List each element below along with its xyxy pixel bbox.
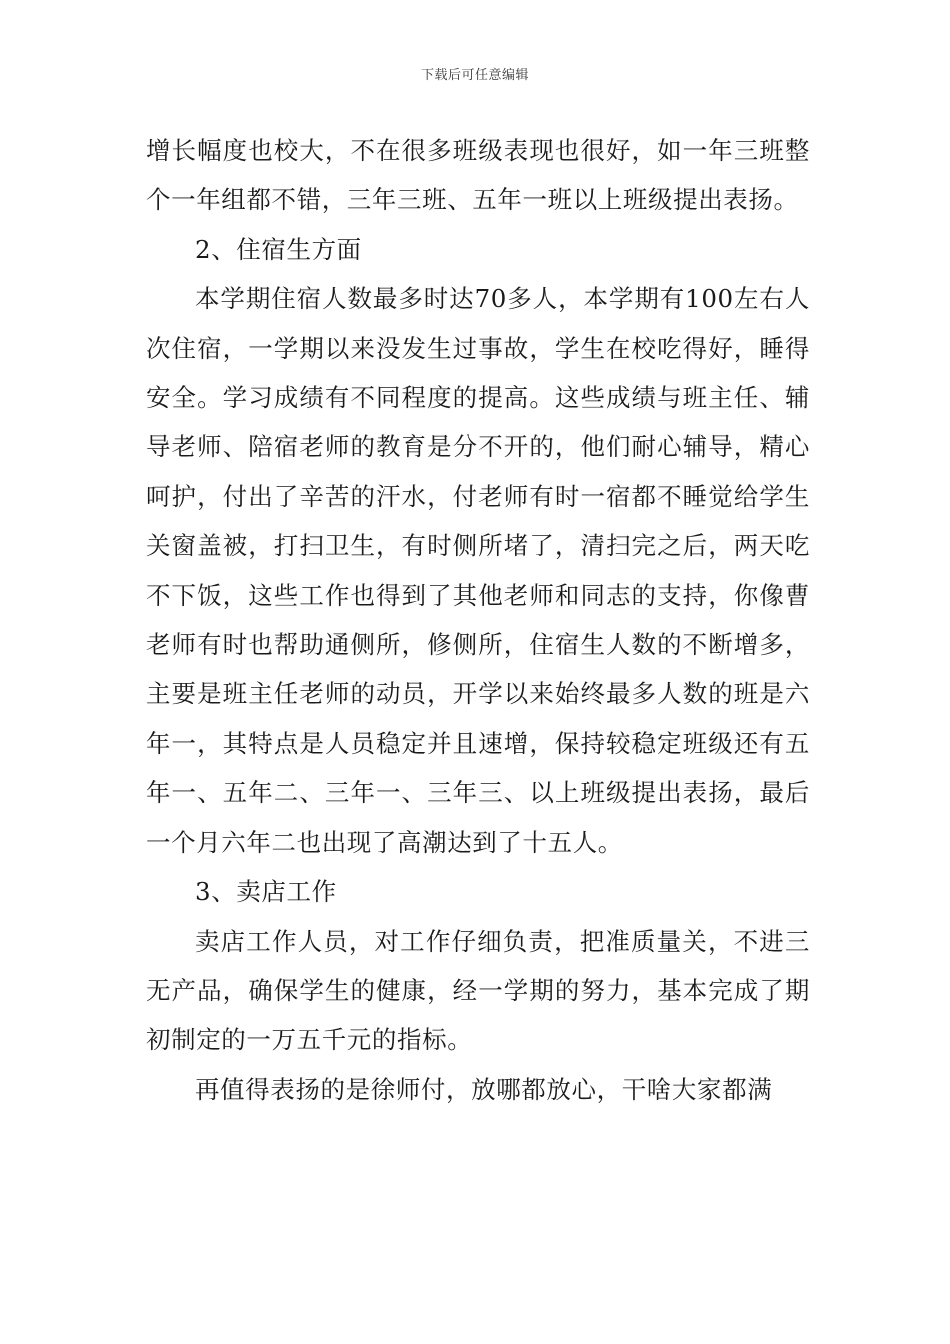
paragraph-praise: 再值得表扬的是徐师付，放哪都放心，干啥大家都满 [195, 1074, 773, 1104]
section-heading-boarding-students: 2、住宿生方面 [195, 234, 362, 264]
paragraph-continuation: 增长幅度也校大，不在很多班级表现也很好，如一年三班整个一年组都不错，三年三班、五年一班以上班级提出表扬。 [146, 136, 810, 215]
paragraph-boarding-students: 本学期住宿人数最多时达70多人，本学期有100左右人次住宿，一学期以来没发生过事故，学生在校吃得好，睡得安全。学习成绩有不同程度的提高。这些成绩与班主任、辅导老师、陪宿老师的教育是分不开的，他们耐心辅导，精心呵护，付出了辛苦的汗水，付老师有时一宿都不睡觉给学生关窗盖被，打扫卫生，有时侧所堵了，清扫完之后，两天吃不下饭，这些工作也得到了其他老师和同志的支持，你像曹老师有时也帮助通侧所，修侧所，住宿生人数的不断增多，主要是班主任老师的动员，开学以来始终最多人数的班是六年一，其特点是人员稳定并且速增，保持较稳定班级还有五年一、五年二、三年一、三年三、以上班级提出表扬，最后一个月六年二也出现了高潮达到了十五人。 [146, 284, 810, 857]
section-heading-store-work: 3、卖店工作 [195, 877, 337, 907]
page-header: 下载后可任意编辑 [420, 68, 529, 83]
paragraph-store-work: 卖店工作人员，对工作仔细负责，把准质量关，不进三无产品，确保学生的健康，经一学期的努力，基本完成了期初制定的一万五千元的指标。 [146, 926, 810, 1055]
document-body [146, 126, 810, 1114]
